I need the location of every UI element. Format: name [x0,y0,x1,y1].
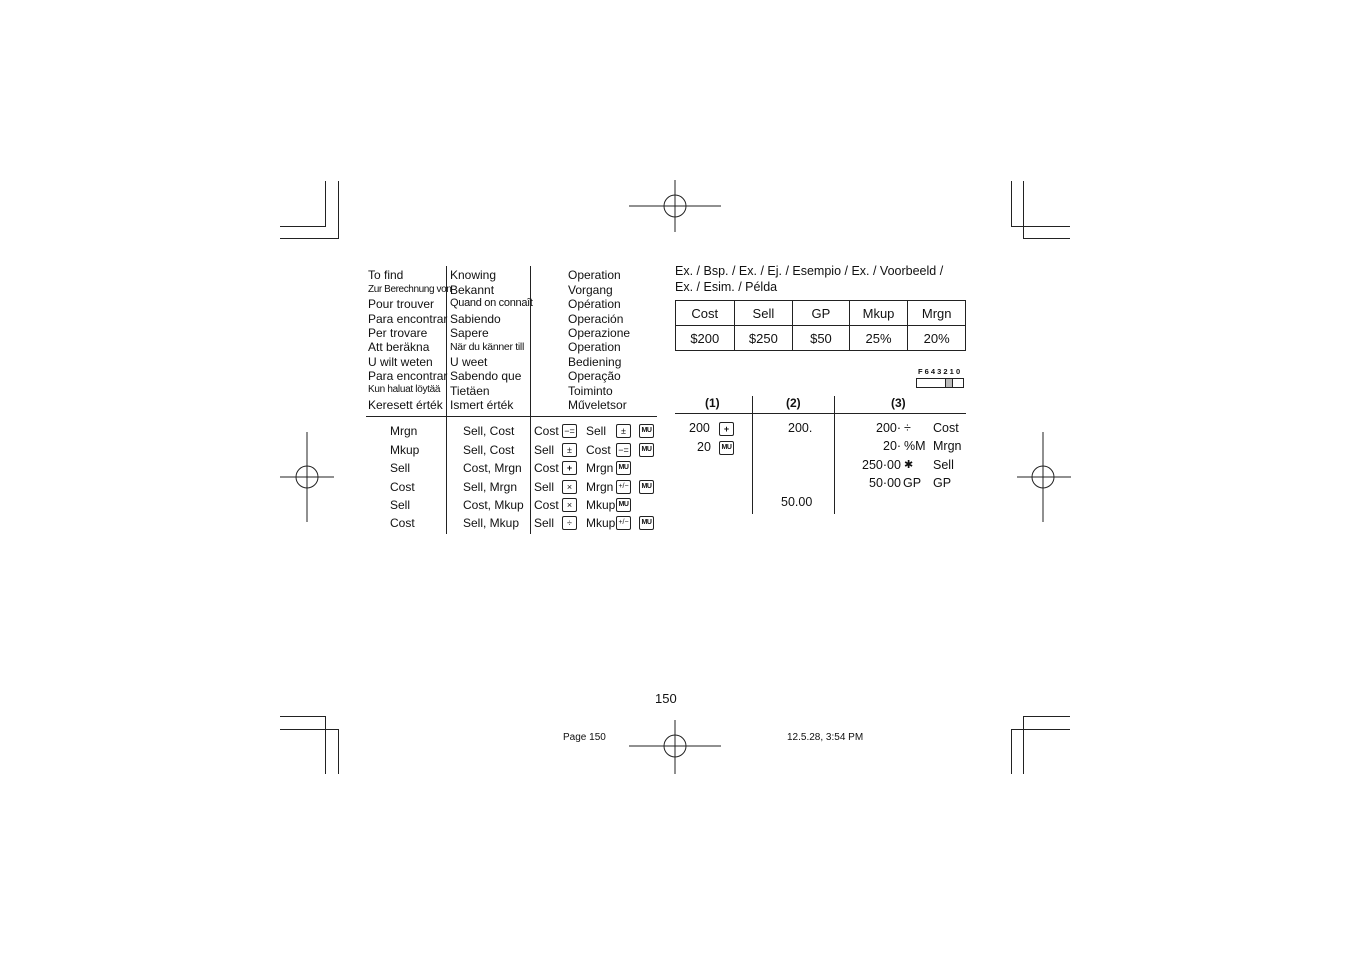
mu-key-icon: MU [639,443,654,457]
operation-label: Operation [568,268,621,282]
example-title-line1: Ex. / Bsp. / Ex. / Ej. / Esempio / Ex. / Voorbeeld / [675,264,944,278]
op-value: Cost [534,461,559,475]
operation-label: Operación [568,312,624,326]
op-value: Mrgn [586,480,614,494]
example-table [675,300,966,351]
print-label: Sell [933,458,954,472]
op-value: Cost [586,443,611,457]
example-value-row [676,326,966,351]
knowing-cell: Sell, Mkup [463,516,520,530]
plus-key-icon: + [719,422,734,436]
footer-page-label: Page 150 [563,732,606,743]
print-value: 250·00 [862,458,901,472]
example-header-row [676,301,966,326]
operation-label: Toiminto [568,384,613,398]
op-value: Cost [534,498,559,512]
mu-key-icon: MU [616,498,631,512]
registration-mark-left [280,432,334,522]
plus-key-icon: + [562,461,577,475]
example-value-cell: $200 [676,326,735,351]
find-cell: Mrgn [390,424,418,438]
example-value-cell: $50 [793,326,850,351]
op-value: Sell [586,424,607,438]
print-label: GP [933,476,952,490]
op-value: Mkup [586,498,616,512]
to-find-label: Zur Berechnung von [368,284,452,295]
sign-change-key-icon: +/− [616,516,631,530]
knowing-cell: Sell, Mrgn [463,480,518,494]
page-number: 150 [655,691,677,706]
print-label: Mrgn [933,439,962,453]
find-cell: Sell [390,461,411,475]
operation-label: Opération [568,297,621,311]
example-value-cell: 20% [908,326,966,351]
print-value: 50·00 [869,476,901,490]
knowing-cell: Sell, Cost [463,424,515,438]
find-cell: Cost [390,516,415,530]
knowing-label: När du känner till [450,341,524,353]
print-symbol: %M [904,439,926,453]
step-header-2: (2) [786,396,801,410]
plus-equals-key-icon: ± [562,443,577,457]
op-value: Sell [534,480,555,494]
to-find-label: Pour trouver [368,297,435,311]
knowing-label: Sabendo que [450,369,522,383]
to-find-label: U wilt weten [368,355,433,369]
knowing-cell: Cost, Mkup [463,498,524,512]
registration-mark-top [629,180,721,232]
example-header-cell: Mrgn [908,301,966,326]
example-value-cell: $250 [734,326,793,351]
registration-mark-right [1017,432,1071,522]
to-find-label: Kun haluat löytää [368,384,441,395]
minus-equals-key-icon: −= [562,424,577,438]
minus-equals-key-icon: −= [616,443,631,457]
example-header-cell: Mkup [849,301,908,326]
step-header-3: (3) [891,396,906,410]
op-value: Sell [534,443,555,457]
mu-key-icon: MU [616,461,631,475]
to-find-label: Para encontrar [368,369,448,383]
op-value: Cost [534,424,559,438]
knowing-label: Bekannt [450,283,495,297]
to-find-label: To find [368,268,404,282]
mu-key-icon: MU [719,441,734,455]
knowing-cell: Sell, Cost [463,443,515,457]
knowing-label: Sabiendo [450,312,501,326]
multiply-key-icon: × [562,480,577,494]
footer-timestamp: 12.5.28, 3:54 PM [787,732,864,743]
print-symbol: ÷ [904,421,911,435]
example-title-line2: Ex. / Esim. / Példa [675,280,778,294]
knowing-label: Knowing [450,268,497,282]
operation-label: Vorgang [568,283,613,297]
op-value: Sell [534,516,555,530]
mu-key-icon: MU [639,424,654,438]
find-cell: Cost [390,480,415,494]
example-header-cell: Cost [676,301,735,326]
op-value: Mkup [586,516,616,530]
print-symbol: ✱ [904,459,914,471]
find-cell: Mkup [390,443,420,457]
decimal-selector-switch-icon [916,378,964,388]
example-header-cell: GP [793,301,850,326]
knowing-label: U weet [450,355,488,369]
display-value: 50.00 [781,495,813,509]
to-find-label: Keresett érték [368,398,443,412]
find-cell: Sell [390,498,411,512]
print-symbol: GP [903,476,922,490]
knowing-cell: Cost, Mrgn [463,461,522,475]
knowing-label: Quand on connaît [450,297,533,309]
step1-entry: 20 [697,440,711,454]
to-find-label: Para encontrar [368,312,448,326]
operation-label: Műveletsor [568,398,627,412]
step-header-1: (1) [705,396,720,410]
operation-label: Bediening [568,355,622,369]
operation-label: Operação [568,369,621,383]
divide-key-icon: ÷ [562,516,577,530]
registration-mark-bottom [629,720,721,774]
knowing-label: Tietäen [450,384,490,398]
to-find-label: Per trovare [368,326,428,340]
to-find-label: Att beräkna [368,340,430,354]
plus-equals-key-icon: ± [616,424,631,438]
knowing-label: Sapere [450,326,489,340]
multiply-key-icon: × [562,498,577,512]
example-header-cell: Sell [734,301,793,326]
op-value: Mrgn [586,461,614,475]
operation-label: Operation [568,340,621,354]
decimal-selector-label: F 6 4 3 2 1 0 [918,367,961,376]
example-value-cell: 25% [849,326,908,351]
sign-change-key-icon: +/− [616,480,631,494]
print-label: Cost [933,421,959,435]
display-value: 200. [788,421,813,435]
operation-label: Operazione [568,326,631,340]
print-value: 20· [883,439,902,453]
mu-key-icon: MU [639,480,654,494]
print-value: 200· [876,421,902,435]
step1-entry: 200 [689,421,710,435]
knowing-label: Ismert érték [450,398,514,412]
mu-key-icon: MU [639,516,654,530]
